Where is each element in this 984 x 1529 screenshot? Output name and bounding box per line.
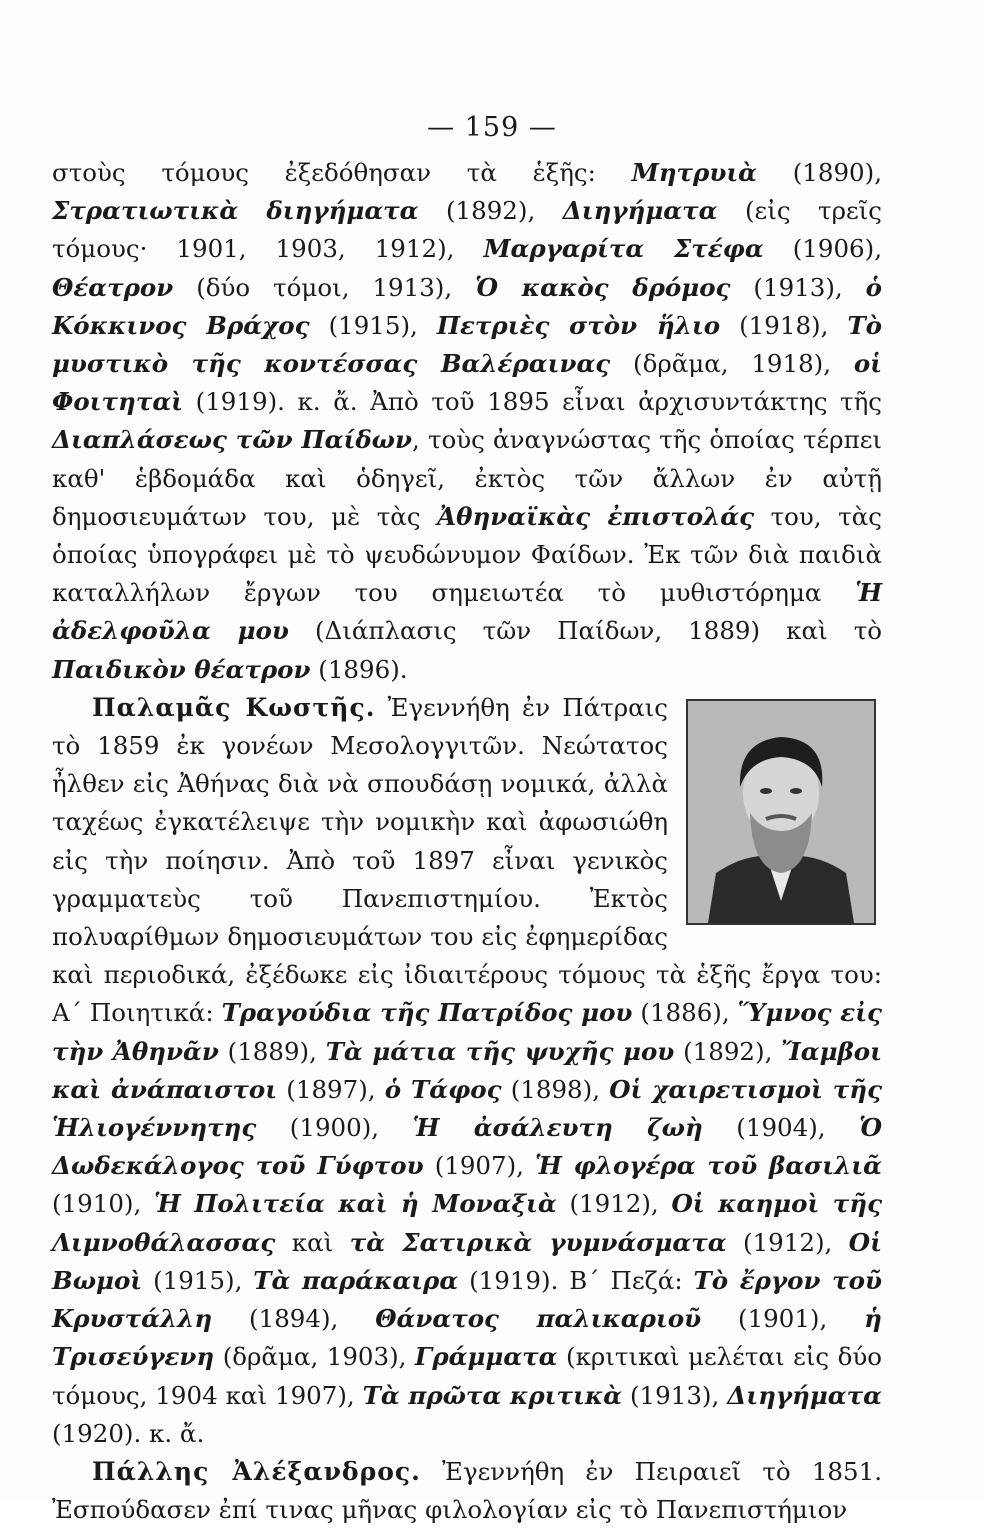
text-run: (1894), xyxy=(212,1304,376,1334)
work-title: Θέατρον xyxy=(52,272,174,302)
text-run: (1915), xyxy=(142,1265,254,1295)
work-title: ὁ Κόκκινος Βράχος xyxy=(52,272,882,340)
text-run: (1897), xyxy=(277,1074,385,1104)
work-title: Οἱ Βωμοὶ xyxy=(52,1227,882,1295)
entry-name-palamas: Παλαμᾶς Κωστῆς. xyxy=(92,692,376,722)
text-run: (1892), xyxy=(674,1036,782,1066)
text-run: (1906), xyxy=(763,234,882,264)
text-run: (1889), xyxy=(218,1036,326,1066)
work-title: Ὕμνος εἰς τὴν Ἀθηνᾶν xyxy=(52,998,882,1066)
text-run: (1912), xyxy=(556,1189,672,1219)
portrait-container xyxy=(686,699,882,931)
work-title: Τραγούδια τῆς Πατρίδος μου xyxy=(221,998,633,1028)
text-run: (1919). κ. ἄ. Ἀπὸ τοῦ 1895 εἶναι ἀρχισυντάκτης τῆς xyxy=(183,387,882,417)
paragraph-palamas xyxy=(52,689,882,1453)
work-title: Ἴαμβοι καὶ ἀνάπαιστοι xyxy=(52,1036,882,1104)
text-run: (1892), xyxy=(418,196,563,226)
text-run: (1900), xyxy=(256,1113,413,1143)
work-title: Διαπλάσεως τῶν Παίδων xyxy=(52,425,413,455)
text-run: (Διάπλασις τῶν Παίδων, 1889) καὶ τὸ xyxy=(288,616,882,646)
text-run: Ἐγεννήθη ἐν Πάτραις τὸ 1859 ἐκ γονέων Μεσολογγιτῶν. Νεώτατος ἦλθεν εἰς Ἀθήνας διὰ νὰ σπουδάσῃ νομικά, ἀλλὰ ταχέως ἐγκατέλειψε τὴν νομικὴν καὶ ἀφωσιώθη εἰς τὴν ποίησιν. Ἀπὸ τοῦ 1897 εἶναι γενικὸς γραμματεὺς τοῦ Πανεπιστημίου. Ἐκτὸς πολυαρίθμων δημοσιευμάτων του εἰς ἐφημερίδας καὶ περιοδικά, ἐξέδωκε εἰς ἰδιαιτέρους τόμους τὰ ἑξῆς ἔργα του: Α΄ Ποιητικά: xyxy=(52,692,882,1028)
text-run: (1910), xyxy=(52,1189,154,1219)
text-run: (1912), xyxy=(726,1227,849,1257)
work-title: Παιδικὸν θέατρον xyxy=(52,654,311,684)
work-title: Τὰ παράκαιρα xyxy=(253,1265,459,1295)
text-run: (1913), xyxy=(730,272,866,302)
page-number: — 159 — xyxy=(427,112,557,143)
work-title: Οἱ καημοὶ τῆς Λιμνοθάλασσας xyxy=(52,1189,882,1257)
text-run: στοὺς τόμους ἐξεδόθησαν τὰ ἑξῆς: xyxy=(52,158,632,187)
work-title: Πετριὲς στὸν ἥλιο xyxy=(436,310,721,340)
work-title: Ἡ ἀσάλευτη ζωὴ xyxy=(412,1113,703,1143)
text-run: του, τὰς ὁποίας ὑπογράφει μὲ τὸ ψευδώνυμον Φαίδων. Ἐκ τῶν διὰ παιδιὰ καταλλήλων ἔργων του σημειωτέα τὸ μυθιστόρημα xyxy=(52,501,882,608)
text-run: (δρᾶμα, 1918), xyxy=(610,349,854,379)
portrait-drawing xyxy=(688,701,874,923)
work-title: Τὰ μάτια τῆς ψυχῆς μου xyxy=(325,1036,675,1066)
text-run: (δρᾶμα, 1903), xyxy=(214,1342,415,1372)
text-run: (1886), xyxy=(632,998,738,1028)
work-title: Μητρυιὰ xyxy=(631,158,758,187)
paragraph-xenopoulos-works xyxy=(52,154,882,689)
work-title: ἡ Τρισεύγενη xyxy=(52,1304,882,1372)
text-run: (1915), xyxy=(309,310,437,340)
work-title: τὰ Σατιρικὰ γυμνάσματα xyxy=(349,1227,727,1257)
text-run: (κριτικαὶ μελέται εἰς δύο τόμους, 1904 καὶ 1907), xyxy=(52,1342,882,1410)
entry-name-pallis: Πάλλης Ἀλέξανδρος. xyxy=(92,1456,421,1486)
text-run: (δύο τόμοι, 1913), xyxy=(173,272,476,302)
text-run: καὶ xyxy=(275,1227,350,1257)
text-run: (1904), xyxy=(702,1113,860,1143)
text-run: (1898), xyxy=(501,1074,610,1104)
work-title: Ἡ Πολιτεία καὶ ἡ Μοναξιὰ xyxy=(154,1189,557,1219)
work-title: Ὁ κακὸς δρόμος xyxy=(475,272,731,302)
work-title: οἱ Φοιτηταὶ xyxy=(52,349,883,417)
work-title: Γράμματα xyxy=(414,1342,558,1372)
work-title: ὁ Τάφος xyxy=(384,1074,502,1104)
text-run: (1890), xyxy=(757,158,882,187)
text-run: (1919). Β΄ Πεζά: xyxy=(458,1265,694,1295)
text-run: Ἐγεννήθη ἐν Πειραιεῖ τὸ 1851. Ἐσπούδασεν ἐπί τινας μῆνας φιλολογίαν εἰς τὸ Πανεπιστήμιον xyxy=(52,1456,882,1525)
text-run: (εἰς τρεῖς τόμους· 1901, 1903, 1912), xyxy=(52,196,882,264)
work-title: Ὁ Δωδεκάλογος τοῦ Γύφτου xyxy=(52,1113,882,1181)
portrait-eye-right xyxy=(790,788,802,794)
work-title: Μαργαρίτα Στέφα xyxy=(483,234,764,264)
work-title: Τὸ ἔργον τοῦ Κρυστάλλη xyxy=(52,1265,882,1334)
work-title: Τὸ μυστικὸ τῆς κοντέσσας Βαλέραινας xyxy=(52,310,883,379)
work-title: Θάνατος παλικαριοῦ xyxy=(375,1304,702,1334)
work-title: Διηγήματα xyxy=(562,196,718,226)
text-run: (1901), xyxy=(701,1304,865,1334)
text-run: (1920). κ. ἄ. xyxy=(52,1418,205,1448)
portrait-photo xyxy=(686,699,876,925)
work-title: Στρατιωτικὰ διηγήματα xyxy=(52,196,419,226)
work-title: Τὰ πρῶτα κριτικὰ xyxy=(362,1380,623,1410)
paragraph-pallis xyxy=(52,1453,882,1529)
text-run: (1918), xyxy=(720,310,848,340)
portrait-eye-left xyxy=(760,788,772,794)
work-title: Διηγήματα xyxy=(727,1380,882,1410)
text-run: (1907), xyxy=(423,1151,536,1181)
text-run: , τοὺς ἀναγνώστας τῆς ὁποίας τέρπει καθ' ἑβδομάδα καὶ ὁδηγεῖ, ἐκτὸς τῶν ἄλλων ἐν αὐτῇ δημοσιευμάτων του, μὲ τὰς xyxy=(52,425,882,531)
work-title: Ἀθηναϊκὰς ἐπιστολάς xyxy=(437,501,754,531)
work-title: Ἡ ἀδελφοῦλα μου xyxy=(52,578,882,646)
text-run: (1896). xyxy=(310,654,408,684)
text-run: (1913), xyxy=(622,1380,728,1410)
work-title: Οἱ χαιρετισμοὶ τῆς Ἡλιογέννητης xyxy=(52,1074,883,1143)
text-body xyxy=(52,154,882,1529)
work-title: Ἡ φλογέρα τοῦ βασιλιᾶ xyxy=(535,1151,882,1181)
